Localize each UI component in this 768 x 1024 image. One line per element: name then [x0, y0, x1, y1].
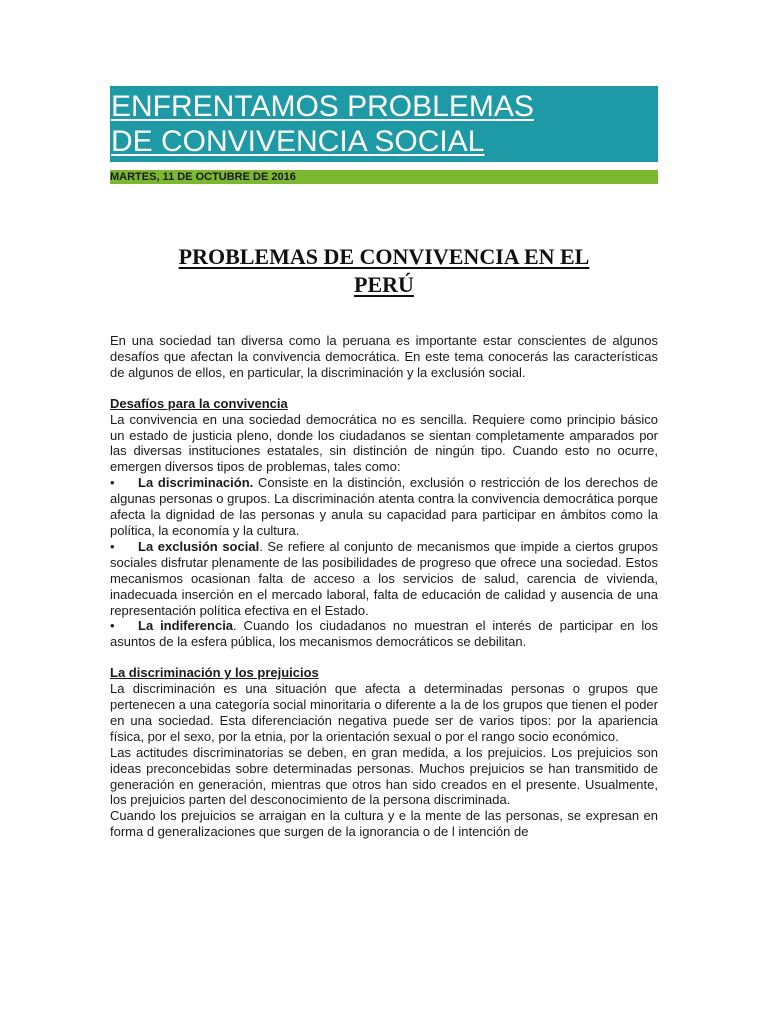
bullet-marker: •: [110, 538, 115, 554]
article-body: [110, 333, 658, 840]
section-paragraph: La convivencia en una sociedad democrática no es sencilla. Requiere como principio básico un estado de justicia pleno, donde los ciudadanos se sientan completamente amparados por las diversas instituciones estatales, sin distinción de ningún tipo. Cuando esto no ocurre, emergen diversos tipos de problemas, tales como:: [110, 411, 658, 475]
bullet-term: La discriminación.: [138, 475, 254, 491]
bullet-item: [110, 618, 658, 650]
section-paragraph: La discriminación es una situación que afecta a determinadas personas o grupos que pertenecen a una categoría social minoritaria o diferente a la de los grupos que tienen el poder en una sociedad. Esta diferenciación negativa puede ser de varios tipos: por la apariencia física, por el sexo, por la etnia, por la orientación sexual o por el rango socio económico.: [110, 681, 658, 744]
section-title-desafios: [110, 396, 658, 412]
bullet-marker: •: [110, 475, 115, 491]
bullet-text: . Se refiere al conjunto de mecanismos que impide a ciertos grupos sociales disfrutar plenamente de las posibilidades de progreso que ofrece una sociedad. Estos mecanismos ocasionan falta de acceso a los servicios de salud, carencia de vivienda, inadecuada inserción en el mercado laboral, falta de educación de calidad y ausencia de una representación política efectiva en el Estado.: [110, 538, 659, 618]
article-heading: [110, 243, 658, 299]
section-title-text: La discriminación y los prejuicios: [110, 665, 319, 681]
section-paragraph: Cuando los prejuicios se arraigan en la cultura y e la mente de las personas, se expresan en forma d generalizaciones que surgen de la ignorancia o de l intención de: [110, 808, 658, 840]
post-date: MARTES, 11 DE OCTUBRE DE 2016: [110, 170, 658, 184]
bullet-marker: •: [110, 618, 115, 634]
section-title-discriminacion: [110, 665, 658, 681]
post-title-line-1[interactable]: ENFRENTAMOS PROBLEMAS: [111, 90, 534, 123]
bullet-item: [110, 475, 658, 539]
bullet-term: La exclusión social: [138, 538, 260, 554]
bullet-term: La indiferencia: [138, 618, 234, 634]
section-paragraph: Las actitudes discriminatorias se deben, en gran medida, a los prejuicios. Los prejuicios son ideas preconcebidas sobre determinadas personas. Muchos prejuicios se han transmitido de generación en generación, mientras que otros han sido creados en el presente. Usualmente, los prejuicios parten del desconocimiento de la persona discriminada.: [110, 744, 658, 808]
article-heading-line-2: PERÚ: [354, 272, 414, 297]
section-title-text: Desafíos para la convivencia: [110, 395, 288, 411]
post-title-line-2[interactable]: DE CONVIVENCIA SOCIAL: [111, 125, 485, 158]
bullet-text: Consiste en la distinción, exclusión o restricción de los derechos de algunas personas o grupos. La discriminación atenta contra la convivencia democrática porque afecta la dignidad de las personas y anula su capacidad para participar en ámbitos como la política, la economía y la cultura.: [110, 475, 659, 538]
bullet-text: . Cuando los ciudadanos no muestran el interés de participar en los asuntos de la esfera pública, los mecanismos democráticos se debilitan.: [110, 618, 658, 650]
bullet-item: [110, 539, 658, 619]
intro-paragraph: En una sociedad tan diversa como la peruana es importante estar conscientes de algunos desafíos que afectan la convivencia democrática. En este tema conocerás las características de algunos de ellos, en particular, la discriminación y la exclusión social.: [110, 333, 658, 380]
article-heading-line-1: PROBLEMAS DE CONVIVENCIA EN EL: [178, 244, 590, 269]
post-title-banner: [110, 86, 658, 162]
